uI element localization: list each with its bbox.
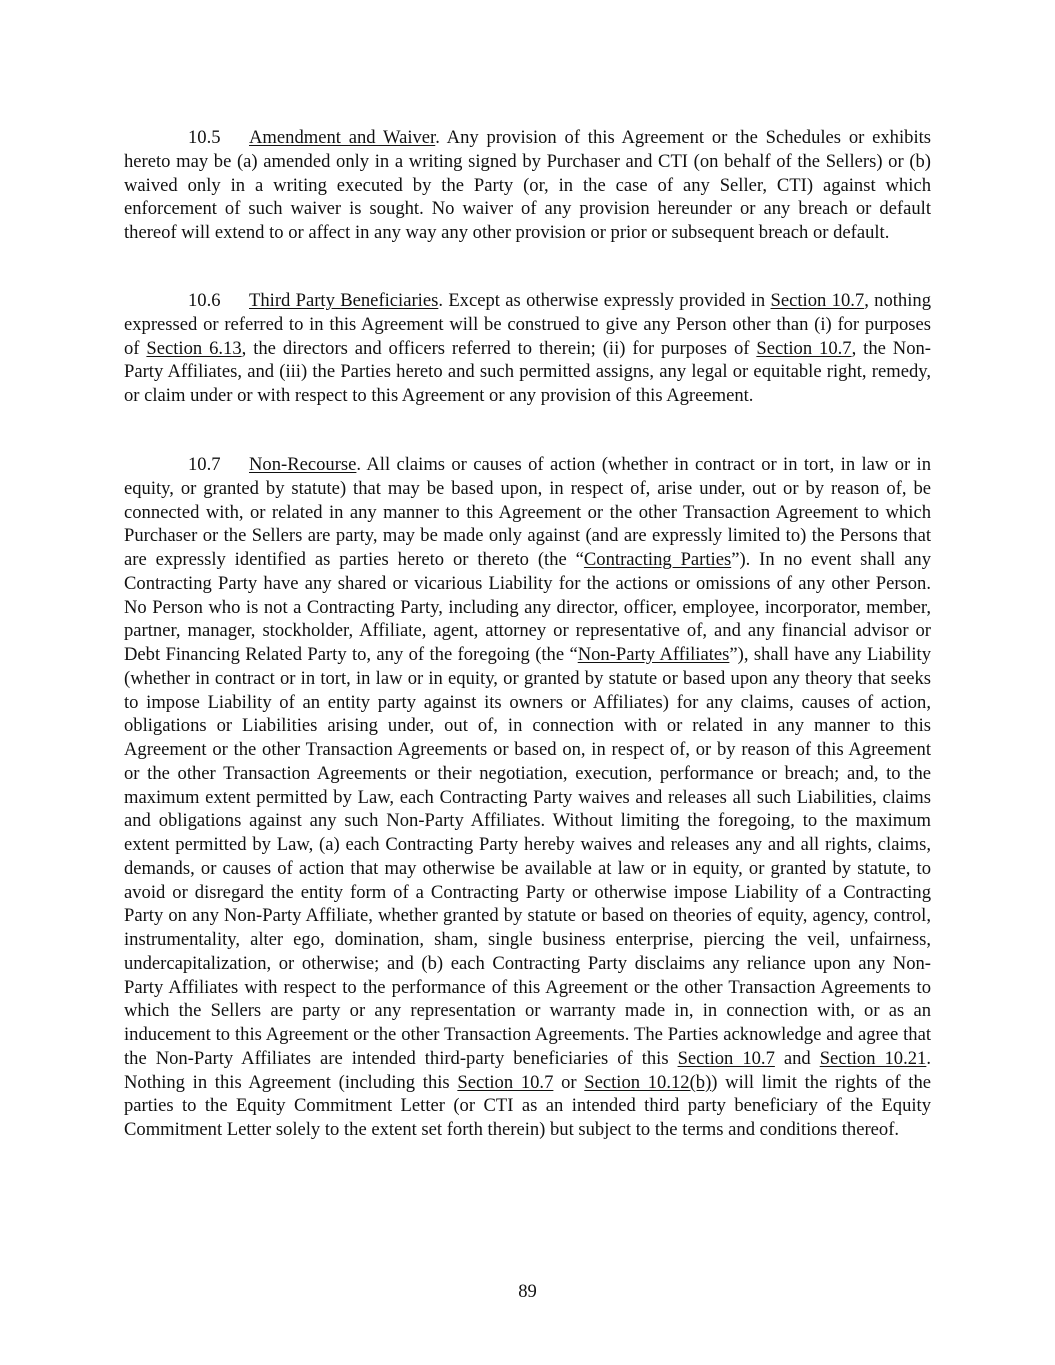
section-text: . All claims or causes of action (whether in contract or in tort, in law or in equity, or granted by statute) that may be based upon, in respect of, arise under, out or by reason of, be connected with, or related in any manner to this Agreement or the other Transaction Agreement to which Purchaser or the Sellers are party, may be made only against (and are expressly limited to) the Persons that are expressly identified as parties hereto or thereto (the “ <box>124 454 931 570</box>
section-text: and <box>774 1047 820 1069</box>
defined-term: Non-Party Affiliates <box>577 644 730 665</box>
section-text: . Any provision of this Agreement or the Schedules or exhibits hereto may be (a) amended only in a writing signed by Purchaser and CTI (on behalf of the Sellers) or (b) waived only in a writing executed by the Party (or, in the case of any Seller, CTI) against which enforcement of such waiver is sought. No waiver of any provision hereunder or any breach or default thereof will extend to or affect in any way any other provision or prior or subsequent breach or default. <box>124 127 932 243</box>
cross-reference: Section 10.7 <box>677 1047 775 1069</box>
section-text: , the Non-Party Affiliates, and (iii) the Parties hereto and such permitted assigns, any legal or equitable right, remedy, or claim under or with respect to this Agreement or any provision of this Agreement. <box>124 337 931 406</box>
section-title: Amendment and Waiver <box>249 127 436 148</box>
section-title: Non-Recourse <box>249 454 357 475</box>
cross-reference: Section 10.7 <box>770 290 865 311</box>
section-number: 10.5 <box>188 127 221 148</box>
page-number: 89 <box>518 1281 537 1302</box>
section-text: ”). In no event shall any Contracting Party have any shared or vicarious Liability for the actions or omissions of any other Person. No Person who is not a Contracting Party, including any director, officer, employee, incorporator, member, partner, manager, stockholder, Affiliate, agent, attorney or representative of, and any financial advisor or Debt Financing Related Party to, any of the foregoing (the “ <box>124 549 932 665</box>
section-title: Third Party Beneficiaries <box>249 290 439 311</box>
section-text: . Nothing in this Agreement (including this <box>124 1047 931 1093</box>
section-10-5 <box>124 126 931 245</box>
section-number: 10.6 <box>188 290 221 311</box>
cross-reference: Section 10.21 <box>819 1047 927 1069</box>
section-text: or <box>553 1071 585 1093</box>
section-text: ”), shall have any Liability (whether in contract or in tort, in law or in equity, or granted by statute or based upon any theory that seeks to impose Liability of an entity party against its owners or Affiliates) for any claims, causes of action, obligations or Liabilities arising under, out of, in connection with or related in any manner to this Agreement or the other Transaction Agreements or based on, in respect of, or by reason of this Agreement or the other Transaction Agreements or their negotiation, execution, performance or breach; and, to the maximum extent permitted by Law, each Contracting Party waives and releases all such Liabilities, claims and obligations against any such Non-Party Affiliates. Without limiting the foregoing, to the maximum extent permitted by Law, (a) each Contracting Party hereby waives and releases any and all rights, claims, demands, or causes of action that may otherwise be available at law or in equity, or granted by statute, to avoid or disregard the entity form of a Contracting Party or otherwise impose Liability of a Contracting Party on any Non-Party Affiliate, whether granted by statute or based on theories of equity, agency, control, instrumentality, alter ego, domination, sham, single business enterprise, piercing the veil, unfairness, undercapitalization, or otherwise; and (b) each Contracting Party disclaims any reliance upon any Non-Party Affiliates with respect to the performance of this Agreement or the other Transaction Agreements to which the Sellers are party or any representation or warranty made in, in connection with, or as an inducement to this Agreement or the other Transaction Agreements. The Parties acknowledge and agree that the Non-Party Affiliates are intended third-party beneficiaries of this <box>124 644 931 1069</box>
section-text: . Except as otherwise expressly provided in <box>438 290 771 311</box>
cross-reference: Section 10.12(b) <box>584 1071 712 1093</box>
section-10-7 <box>124 453 931 1142</box>
defined-term: Contracting Parties <box>583 549 732 570</box>
cross-reference: Section 10.7 <box>457 1071 554 1093</box>
cross-reference: Section 10.7 <box>756 337 852 359</box>
section-10-6 <box>124 289 931 408</box>
section-text: , the directors and officers referred to therein; (ii) for purposes of <box>241 337 757 359</box>
cross-reference: Section 6.13 <box>146 337 242 359</box>
section-number: 10.7 <box>188 454 221 475</box>
section-text: ) will limit the rights of the parties to the Equity Commitment Letter (or CTI as an intended third party beneficiary of the Equity Commitment Letter solely to the extent set forth therein) but subject to the terms and conditions thereof. <box>124 1071 932 1140</box>
section-text: , nothing expressed or referred to in this Agreement will be construed to give any Person other than (i) for purposes of <box>124 290 931 359</box>
